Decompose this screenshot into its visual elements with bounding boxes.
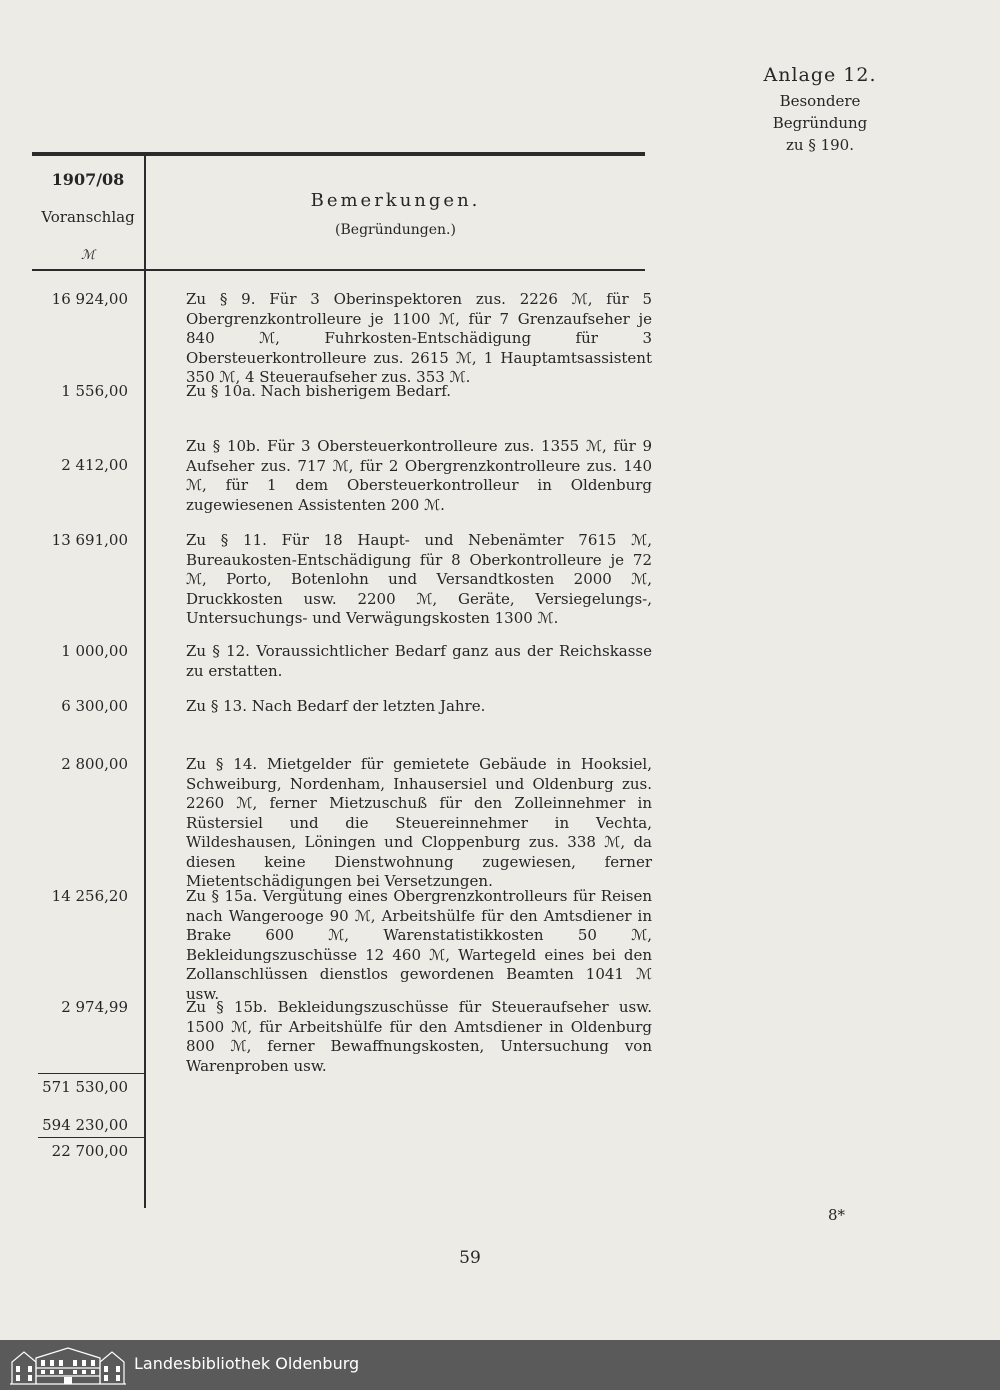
library-building-icon	[10, 1344, 126, 1390]
column-bemerkungen: Bemerkungen.	[310, 190, 481, 211]
row-text	[164, 887, 652, 1004]
sum-rule	[38, 1073, 144, 1074]
library-footer	[0, 1340, 1000, 1390]
difference-amount: 22 700,00	[51, 1142, 128, 1160]
page-number: 59	[459, 1248, 481, 1268]
row-amount: 13 691,00	[51, 531, 128, 549]
sum-rule	[38, 1137, 144, 1138]
column-currency: ℳ	[81, 248, 95, 263]
row-amount: 2 800,00	[61, 755, 128, 773]
row-amount: 1 556,00	[61, 382, 128, 400]
row-text-body: Zu § 12. Voraussichtlicher Bedarf ganz aus der Reichskasse zu erstatten.	[186, 642, 652, 680]
column-year: 1907/08	[51, 170, 125, 189]
row-text	[164, 531, 652, 629]
table-header-rule	[32, 269, 645, 271]
signature-mark: 8*	[828, 1206, 846, 1224]
total-amount: 571 530,00	[42, 1078, 128, 1096]
row-text-body: Zu § 9. Für 3 Oberinspektoren zus. 2226 ℳ, für 5 Obergrenzkontrolleure je 1100 ℳ, für 7 Grenzaufseher je 840 ℳ, Fuhrkosten-Entschädigung für 3 Obersteuerkontrolleure zus. 2615 ℳ, 1 Hauptamtsassistent 350 ℳ, 4 Steueraufseher zus. 353 ℳ.	[186, 290, 652, 386]
row-amount: 14 256,20	[51, 887, 128, 905]
row-text-body: Zu § 10b. Für 3 Obersteuerkontrolleure zus. 1355 ℳ, für 9 Aufseher zus. 717 ℳ, für 2 Obergrenzkontrolleure zus. 140 ℳ, für 1 dem Obersteuerkontrolleur in Oldenburg zugewiesenen Assistenten 200 ℳ.	[186, 437, 652, 514]
row-text	[164, 290, 652, 388]
row-text	[164, 697, 652, 717]
row-text	[164, 998, 652, 1076]
row-amount: 16 924,00	[51, 290, 128, 308]
column-begruendungen: (Begründungen.)	[335, 222, 456, 238]
row-amount: 6 300,00	[61, 697, 128, 715]
annex-header	[760, 64, 880, 156]
annex-title: Anlage 12.	[763, 64, 877, 86]
row-text	[164, 382, 652, 402]
annex-subtitle-line-1: Besondere Begründung	[772, 92, 868, 132]
row-text	[164, 437, 652, 515]
row-text-body: Zu § 10a. Nach bisherigem Bedarf.	[186, 382, 452, 400]
total-amount: 594 230,00	[42, 1116, 128, 1134]
annex-subtitle	[760, 90, 880, 156]
annex-subtitle-line-2: zu § 190.	[786, 136, 854, 154]
column-voranschlag: Voranschlag	[41, 208, 135, 226]
row-text	[164, 755, 652, 892]
library-name: Landesbibliothek Oldenburg	[134, 1354, 360, 1373]
row-text-body: Zu § 14. Mietgelder für gemietete Gebäude in Hooksiel, Schweiburg, Nordenham, Inhausersiel und Oldenburg zus. 2260 ℳ, ferner Mietzuschuß für den Zolleinnehmer in Rüstersiel und die Steuereinnehmer in Vechta, Wildeshausen, Löningen und Cloppenburg zus. 338 ℳ, da diesen keine Dienstwohnung zugewiesen, ferner Mietentschädigungen bei Versetzungen.	[186, 755, 652, 890]
column-divider	[144, 156, 146, 1208]
row-amount: 1 000,00	[61, 642, 128, 660]
table-top-rule	[32, 152, 645, 156]
row-text-body: Zu § 13. Nach Bedarf der letzten Jahre.	[186, 697, 486, 715]
row-text-body: Zu § 15b. Bekleidungszuschüsse für Steueraufseher usw. 1500 ℳ, für Arbeitshülfe für den Amtsdiener in Oldenburg 800 ℳ, ferner Bewaffnungskosten, Untersuchung von Warenproben usw.	[186, 998, 652, 1075]
row-amount: 2 974,99	[61, 998, 128, 1016]
row-text-body: Zu § 15a. Vergütung eines Obergrenzkontrolleurs für Reisen nach Wangerooge 90 ℳ, Arbeitshülfe für den Amtsdiener in Brake 600 ℳ, Warenstatistikkosten 50 ℳ, Bekleidungszuschüsse 12 460 ℳ, Wartegeld eines bei den Zollanschlüssen dienstlos gewordenen Beamten 1041 ℳ usw.	[186, 887, 652, 1003]
row-amount: 2 412,00	[61, 456, 128, 474]
row-text	[164, 642, 652, 681]
row-text-body: Zu § 11. Für 18 Haupt- und Nebenämter 7615 ℳ, Bureaukosten-Entschädigung für 8 Oberkontrolleure je 72 ℳ, Porto, Botenlohn und Versandtkosten 2000 ℳ, Druckkosten usw. 2200 ℳ, Geräte, Versiegelungs-, Untersuchungs- und Verwägungskosten 1300 ℳ.	[186, 531, 652, 627]
